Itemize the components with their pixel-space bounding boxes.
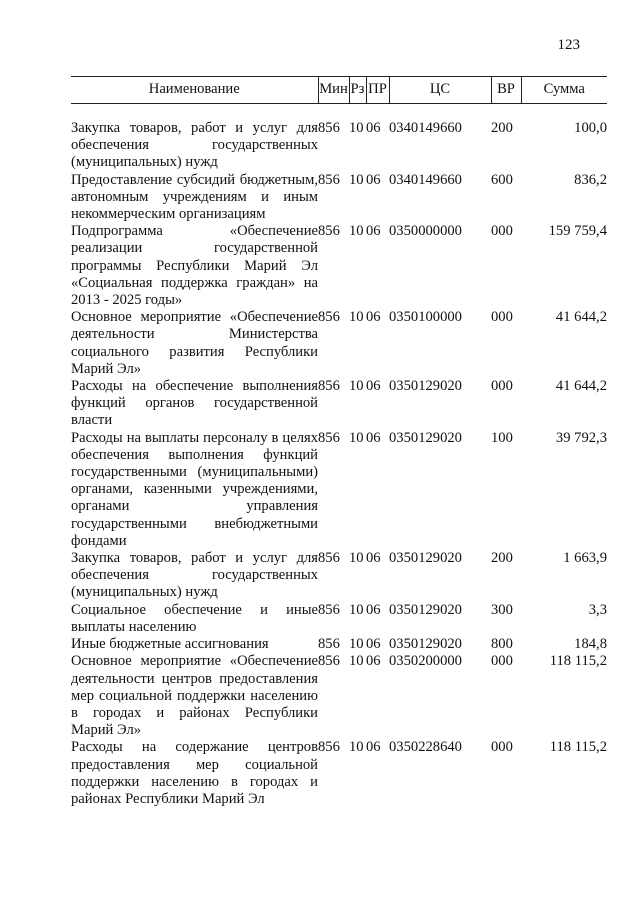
- row-name: Подпрограмма «Обеспечение реализации государственной программы Республики Марий Эл «Социальная поддержка граждан» на 2013 - 2025 годы»: [71, 223, 318, 309]
- row-rz: 10: [349, 429, 364, 446]
- row-pr: 06: [366, 223, 381, 240]
- row-name: Иные бюджетные ассигнования: [71, 636, 269, 653]
- row-cs: 0340149660: [389, 171, 462, 188]
- row-rz: 10: [349, 739, 364, 756]
- row-min: 856: [318, 653, 340, 670]
- row-name: Закупка товаров, работ и услуг для обеспечения государственных (муниципальных) нужд: [71, 120, 318, 171]
- row-vr: 000: [491, 378, 513, 395]
- row-pr: 06: [366, 309, 381, 326]
- header-vr: ВР: [491, 77, 521, 104]
- header-rz: Рз: [349, 77, 366, 104]
- row-min: 856: [318, 550, 340, 567]
- row-min: 856: [318, 378, 340, 395]
- row-name: Основное мероприятие «Обеспечение деятельности Министерства социального развития Республики Марий Эл»: [71, 309, 318, 377]
- table-row: [71, 223, 607, 309]
- row-pr: 06: [366, 550, 381, 567]
- table-row: [71, 120, 607, 172]
- row-rz: 10: [349, 171, 364, 188]
- row-min: 856: [318, 223, 340, 240]
- row-pr: 06: [366, 601, 381, 618]
- row-sum: 41 644,2: [555, 378, 607, 395]
- row-sum: 159 759,4: [548, 223, 607, 240]
- table-body: [71, 104, 607, 809]
- header-min: Мин: [318, 77, 349, 104]
- row-sum: 39 792,3: [555, 429, 607, 446]
- table-row: [71, 550, 607, 602]
- row-sum: 836,2: [574, 171, 607, 188]
- row-vr: 200: [491, 120, 513, 136]
- table-row: [71, 602, 607, 636]
- row-name: Основное мероприятие «Обеспечение деятельности центров предоставления мер социальной поддержки населению в городах и районах Республики Марий Эл»: [71, 653, 318, 739]
- row-min: 856: [318, 120, 340, 136]
- row-vr: 000: [491, 653, 513, 670]
- row-sum: 100,0: [574, 120, 607, 136]
- row-cs: 0350000000: [389, 223, 462, 240]
- row-cs: 0350228640: [389, 739, 462, 756]
- header-name: Наименование: [71, 77, 318, 104]
- row-sum: 118 115,2: [549, 739, 607, 756]
- row-min: 856: [318, 429, 340, 446]
- row-sum: 1 663,9: [563, 550, 607, 567]
- header-sum: Сумма: [521, 77, 607, 104]
- row-vr: 000: [491, 223, 513, 240]
- table-row: [71, 636, 607, 653]
- row-cs: 0350129020: [389, 550, 462, 567]
- row-pr: 06: [366, 739, 381, 756]
- row-vr: 200: [491, 550, 513, 567]
- row-vr: 000: [491, 739, 513, 756]
- row-vr: 000: [491, 309, 513, 326]
- page-number: 123: [557, 37, 580, 53]
- table-row: [71, 378, 607, 430]
- header-spacer: [71, 104, 607, 121]
- row-rz: 10: [349, 309, 364, 326]
- row-pr: 06: [366, 378, 381, 395]
- row-pr: 06: [366, 120, 381, 136]
- row-name: Расходы на обеспечение выполнения функций органов государственной власти: [71, 378, 318, 429]
- row-name: Предоставление субсидий бюджетным, автономным учреждениям и иным некоммерческим организациям: [71, 171, 318, 223]
- row-rz: 10: [349, 120, 364, 136]
- row-min: 856: [318, 636, 340, 653]
- row-cs: 0350200000: [389, 653, 462, 670]
- table-row: [71, 653, 607, 739]
- row-sum: 118 115,2: [549, 653, 607, 670]
- row-vr: 600: [491, 171, 513, 188]
- header-pr: ПР: [366, 77, 389, 104]
- row-vr: 100: [491, 429, 513, 446]
- row-min: 856: [318, 171, 340, 188]
- row-pr: 06: [366, 636, 381, 653]
- row-vr: 800: [491, 636, 513, 653]
- row-pr: 06: [366, 171, 381, 188]
- row-cs: 0350129020: [389, 429, 462, 446]
- row-name: Расходы на содержание центров предоставления мер социальной поддержки населению в городах и районах Республики Марий Эл: [71, 739, 318, 807]
- row-min: 856: [318, 309, 340, 326]
- row-min: 856: [318, 601, 340, 618]
- row-cs: 0350129020: [389, 636, 462, 653]
- row-rz: 10: [349, 601, 364, 618]
- row-rz: 10: [349, 378, 364, 395]
- row-sum: 184,8: [574, 636, 607, 653]
- header-cs: ЦС: [389, 77, 491, 104]
- row-cs: 0340149660: [389, 120, 462, 136]
- budget-table: [71, 76, 607, 808]
- table-row: [71, 739, 607, 808]
- row-rz: 10: [349, 223, 364, 240]
- row-sum: 41 644,2: [555, 309, 607, 326]
- row-name: Социальное обеспечение и иные выплаты населению: [71, 601, 318, 635]
- row-name: Закупка товаров, работ и услуг для обеспечения государственных (муниципальных) нужд: [71, 550, 318, 601]
- row-rz: 10: [349, 550, 364, 567]
- row-name: Расходы на выплаты персоналу в целях обеспечения выполнения функций государственными (муниципальными) органами, казенными учреждениями, органами управления государственными внебюджетными фондами: [71, 429, 318, 549]
- row-cs: 0350129020: [389, 378, 462, 395]
- row-sum: 3,3: [588, 601, 607, 618]
- table-row: [71, 172, 607, 224]
- row-rz: 10: [349, 653, 364, 670]
- row-pr: 06: [366, 429, 381, 446]
- row-min: 856: [318, 739, 340, 756]
- row-cs: 0350100000: [389, 309, 462, 326]
- row-pr: 06: [366, 653, 381, 670]
- table-row: [71, 430, 607, 550]
- row-rz: 10: [349, 636, 364, 653]
- table-header: [71, 77, 607, 104]
- row-cs: 0350129020: [389, 601, 462, 618]
- row-vr: 300: [491, 601, 513, 618]
- table-row: [71, 309, 607, 378]
